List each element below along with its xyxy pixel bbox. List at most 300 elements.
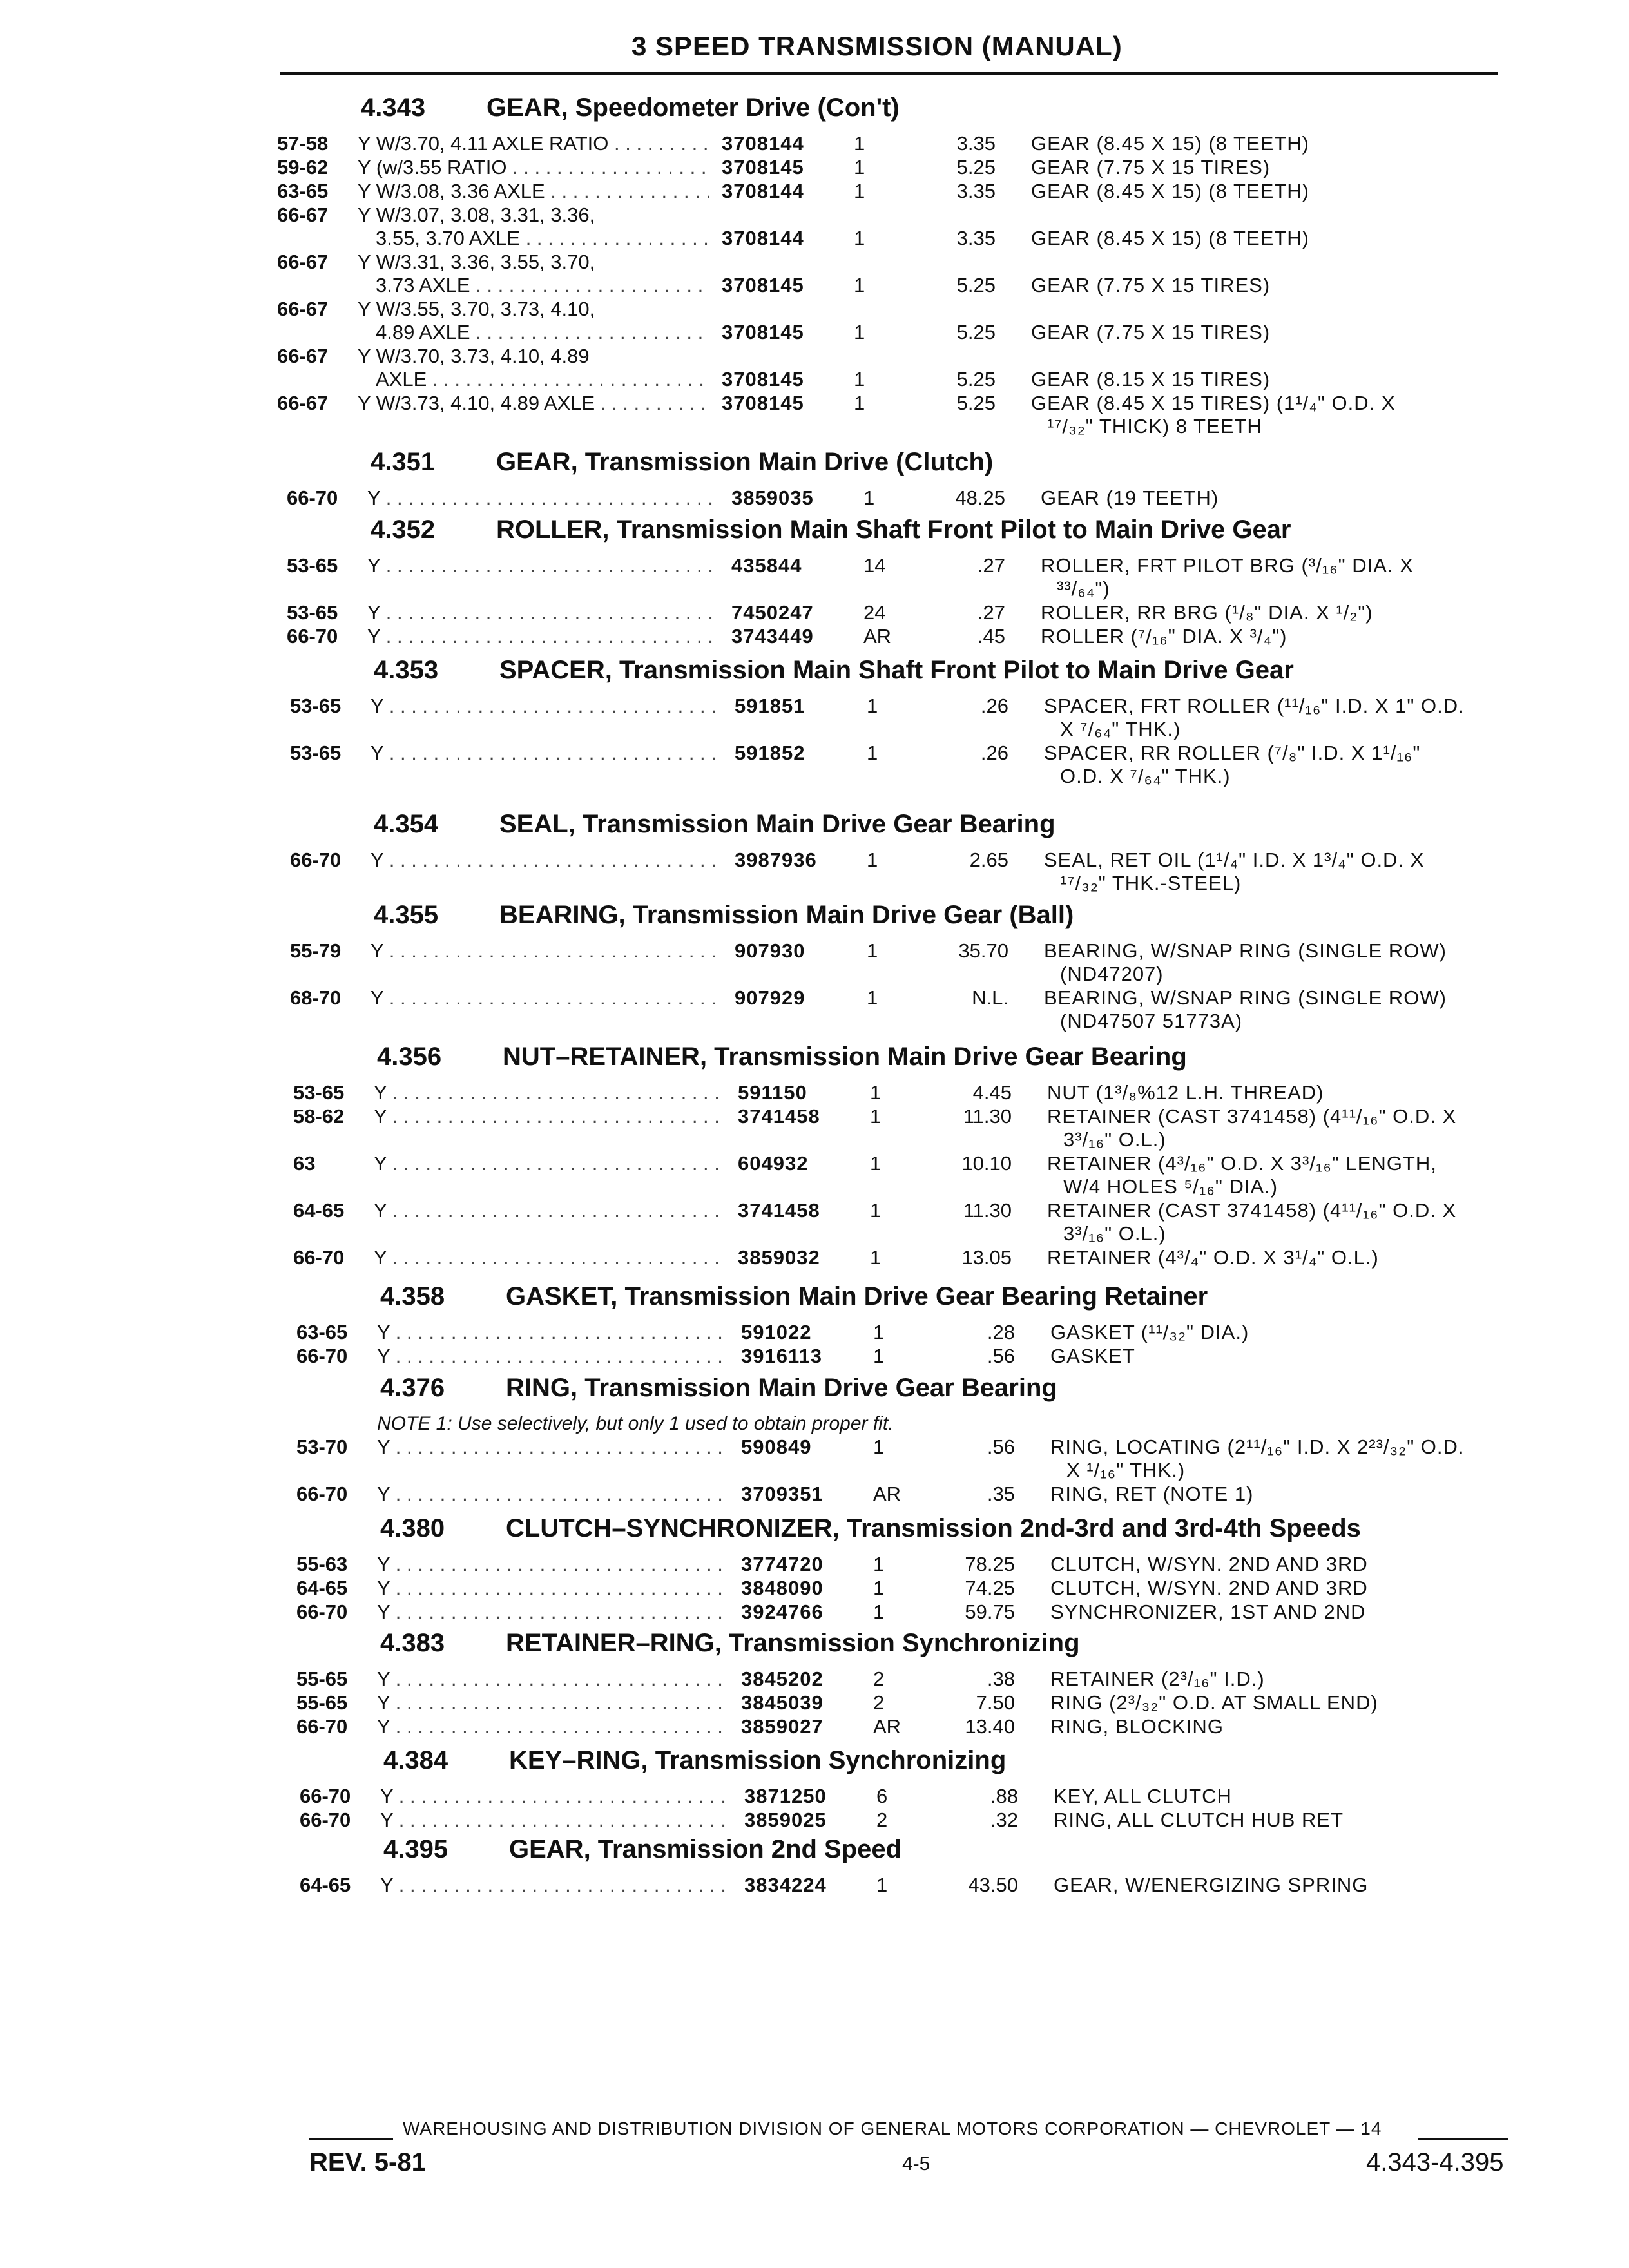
part-remark bbox=[1050, 1667, 1514, 1691]
description-line: Y . . . bbox=[367, 601, 718, 624]
quantity: 1 bbox=[854, 132, 865, 155]
part-number: 7450247 bbox=[731, 601, 814, 624]
quantity: 1 bbox=[870, 1199, 882, 1222]
model-years: 57-58 bbox=[277, 132, 329, 155]
application-description bbox=[377, 1600, 728, 1624]
page-number: 4-5 bbox=[902, 2153, 930, 2175]
application-description bbox=[377, 1483, 728, 1506]
part-number: 3708145 bbox=[722, 156, 804, 178]
quantity: 1 bbox=[873, 1600, 885, 1623]
section-heading bbox=[383, 1746, 1006, 1775]
part-number: 3708144 bbox=[722, 227, 804, 249]
remark-line: NUT (1³/₈%12 L.H. THREAD) bbox=[1047, 1081, 1324, 1104]
remark-line: RETAINER (2³/₁₆" I.D.) bbox=[1050, 1667, 1265, 1690]
part-remark bbox=[1050, 1553, 1514, 1576]
part-remark bbox=[1047, 1152, 1511, 1198]
description-line: Y W/3.55, 3.70, 3.73, 4.10, bbox=[358, 298, 595, 320]
quantity: 1 bbox=[873, 1577, 885, 1599]
parts-rows bbox=[290, 695, 1579, 789]
part-number: 907930 bbox=[735, 939, 805, 962]
application-description bbox=[367, 625, 718, 648]
part-number: 3834224 bbox=[744, 1874, 827, 1896]
description-line: Y W/3.07, 3.08, 3.31, 3.36, bbox=[358, 204, 595, 226]
quantity: 1 bbox=[870, 1246, 882, 1269]
parts-rows bbox=[300, 1785, 1588, 1832]
description-line: Y . . . bbox=[377, 1483, 728, 1506]
part-number: 3859027 bbox=[741, 1715, 824, 1738]
parts-rows bbox=[287, 554, 1576, 649]
model-years: 68-70 bbox=[290, 986, 342, 1009]
section-number: 4.395 bbox=[383, 1835, 448, 1863]
part-row bbox=[296, 1715, 1585, 1739]
description-line: Y . . . bbox=[377, 1667, 728, 1691]
list-price: 5.25 bbox=[956, 156, 996, 178]
list-price: 78.25 bbox=[965, 1553, 1015, 1575]
model-years: 66-67 bbox=[277, 392, 329, 414]
part-number: 604932 bbox=[738, 1152, 809, 1175]
part-remark bbox=[1031, 132, 1495, 155]
remark-line: GEAR (8.15 X 15 TIRES) bbox=[1031, 368, 1271, 390]
title-rule bbox=[280, 72, 1498, 75]
quantity: AR bbox=[863, 625, 892, 648]
model-years: 53-65 bbox=[290, 742, 342, 764]
remark-line: (ND47207) bbox=[1060, 963, 1164, 985]
part-number: 3859032 bbox=[738, 1246, 820, 1269]
remark-line: KEY, ALL CLUTCH bbox=[1054, 1785, 1232, 1807]
parts-rows bbox=[296, 1412, 1585, 1506]
part-number: 3774720 bbox=[741, 1553, 824, 1575]
description-line: Y . . . bbox=[377, 1577, 728, 1600]
remark-line: GEAR (8.45 X 15) (8 TEETH) bbox=[1031, 132, 1309, 155]
remark-line: GEAR (8.45 X 15 TIRES) (1¹/₄" O.D. X bbox=[1031, 392, 1396, 414]
part-remark bbox=[1050, 1600, 1514, 1624]
application-description bbox=[377, 1577, 728, 1600]
part-number: 3708145 bbox=[722, 392, 804, 414]
description-line: Y . . . bbox=[377, 1691, 728, 1715]
description-line: Y W/3.70, 4.11 AXLE RATIO . . . bbox=[358, 132, 709, 155]
section-number: 4.355 bbox=[374, 901, 439, 929]
model-years: 66-70 bbox=[296, 1715, 348, 1738]
part-number: 3708144 bbox=[722, 132, 804, 155]
part-number: 3743449 bbox=[731, 625, 814, 648]
section-heading bbox=[374, 810, 1055, 839]
section-title: GEAR, Transmission Main Drive (Clutch) bbox=[496, 448, 994, 476]
part-remark bbox=[1047, 1246, 1511, 1269]
part-number: 3708144 bbox=[722, 180, 804, 202]
part-number: 3845202 bbox=[741, 1667, 824, 1690]
application-description bbox=[371, 849, 722, 872]
description-line: AXLE . . . bbox=[358, 368, 709, 391]
description-line: Y . . . bbox=[367, 554, 718, 577]
quantity: 6 bbox=[876, 1785, 888, 1807]
model-years: 66-70 bbox=[293, 1246, 345, 1269]
description-line: Y . . . bbox=[374, 1152, 725, 1175]
description-line: Y . . . bbox=[367, 486, 718, 510]
quantity: 24 bbox=[863, 601, 886, 624]
quantity: 14 bbox=[863, 554, 886, 577]
part-number: 3708145 bbox=[722, 368, 804, 390]
description-line: Y W/3.73, 4.10, 4.89 AXLE . . . bbox=[358, 392, 709, 415]
section-heading bbox=[361, 93, 900, 122]
description-line: Y . . . bbox=[374, 1199, 725, 1222]
model-years: 66-67 bbox=[277, 298, 329, 320]
section-title: RING, Transmission Main Drive Gear Bearing bbox=[506, 1374, 1057, 1402]
remark-line: 3³/₁₆" O.L.) bbox=[1063, 1128, 1166, 1151]
part-row bbox=[296, 1691, 1585, 1715]
description-line: Y . . . bbox=[377, 1345, 728, 1368]
part-row bbox=[290, 849, 1579, 896]
application-description bbox=[374, 1152, 725, 1175]
part-remark bbox=[1054, 1809, 1518, 1832]
model-years: 58-62 bbox=[293, 1105, 345, 1128]
list-price: .56 bbox=[987, 1345, 1015, 1367]
model-years: 66-70 bbox=[290, 849, 342, 871]
model-years: 55-65 bbox=[296, 1691, 348, 1714]
quantity: 1 bbox=[873, 1345, 885, 1367]
quantity: AR bbox=[873, 1483, 901, 1505]
description-line: Y W/3.70, 3.73, 4.10, 4.89 bbox=[358, 345, 590, 367]
list-price: 43.50 bbox=[968, 1874, 1018, 1896]
part-row bbox=[277, 204, 1566, 251]
part-row bbox=[296, 1321, 1585, 1345]
part-remark bbox=[1031, 156, 1495, 179]
list-price: 59.75 bbox=[965, 1600, 1015, 1623]
description-line: Y W/3.31, 3.36, 3.55, 3.70, bbox=[358, 251, 595, 273]
model-years: 64-65 bbox=[300, 1874, 351, 1896]
application-description bbox=[380, 1785, 731, 1808]
model-years: 55-63 bbox=[296, 1553, 348, 1575]
part-row bbox=[287, 601, 1576, 625]
part-remark bbox=[1041, 486, 1505, 510]
part-remark bbox=[1050, 1691, 1514, 1715]
model-years: 64-65 bbox=[296, 1577, 348, 1599]
parts-rows bbox=[296, 1321, 1585, 1369]
application-description bbox=[377, 1553, 728, 1576]
description-line: Y . . . bbox=[374, 1105, 725, 1128]
part-remark bbox=[1031, 227, 1495, 250]
list-price: .45 bbox=[977, 625, 1005, 648]
remark-line: SYNCHRONIZER, 1ST AND 2ND bbox=[1050, 1600, 1366, 1623]
quantity: 2 bbox=[876, 1809, 888, 1831]
model-years: 64-65 bbox=[293, 1199, 345, 1222]
part-row bbox=[300, 1809, 1588, 1832]
remark-line: GASKET (¹¹/₃₂" DIA.) bbox=[1050, 1321, 1249, 1343]
remark-line: RETAINER (4³/₄" O.D. X 3¹/₄" O.L.) bbox=[1047, 1246, 1379, 1269]
remark-line: (ND47507 51773A) bbox=[1060, 1010, 1243, 1032]
application-description bbox=[371, 939, 722, 963]
part-number: 591150 bbox=[738, 1081, 807, 1104]
description-line: Y . . . bbox=[380, 1809, 731, 1832]
section-number: 4.356 bbox=[377, 1043, 442, 1071]
part-remark bbox=[1050, 1483, 1514, 1506]
remark-line: GEAR (8.45 X 15) (8 TEETH) bbox=[1031, 227, 1309, 249]
part-number: 3871250 bbox=[744, 1785, 827, 1807]
description-line: Y . . . bbox=[377, 1436, 728, 1459]
section-title: GASKET, Transmission Main Drive Gear Bearing Retainer bbox=[506, 1282, 1208, 1311]
remark-line: ROLLER, FRT PILOT BRG (³/₁₆" DIA. X bbox=[1041, 554, 1414, 577]
application-description bbox=[374, 1199, 725, 1222]
model-years: 63-65 bbox=[296, 1321, 348, 1343]
revision-label: REV. 5-81 bbox=[309, 2148, 426, 2177]
quantity: 2 bbox=[873, 1667, 885, 1690]
model-years: 53-65 bbox=[290, 695, 342, 717]
section-number: 4.358 bbox=[380, 1282, 445, 1311]
section-title: GEAR, Speedometer Drive (Con't) bbox=[487, 93, 900, 122]
remark-line: ROLLER, RR BRG (¹/₈" DIA. X ¹/₂") bbox=[1041, 601, 1373, 624]
description-line: Y . . . bbox=[371, 695, 722, 718]
application-description bbox=[380, 1874, 731, 1897]
quantity: 1 bbox=[867, 849, 878, 871]
application-description bbox=[358, 156, 709, 179]
section-number: 4.351 bbox=[371, 448, 436, 476]
list-price: 3.35 bbox=[956, 227, 996, 249]
remark-line: ¹⁷/₃₂" THICK) 8 TEETH bbox=[1047, 415, 1262, 437]
page-title: 3 SPEED TRANSMISSION (MANUAL) bbox=[631, 31, 1123, 61]
section-heading bbox=[374, 656, 1294, 685]
section-title: ROLLER, Transmission Main Shaft Front Pilot to Main Drive Gear bbox=[496, 515, 1291, 544]
list-price: .27 bbox=[977, 554, 1005, 577]
list-price: 3.35 bbox=[956, 180, 996, 202]
list-price: 3.35 bbox=[956, 132, 996, 155]
description-line: Y . . . bbox=[380, 1785, 731, 1808]
model-years: 53-65 bbox=[287, 601, 338, 624]
model-years: 66-67 bbox=[277, 251, 329, 273]
remark-line: X ¹/₁₆" THK.) bbox=[1066, 1459, 1186, 1481]
part-remark bbox=[1044, 742, 1508, 788]
remark-line: SPACER, RR ROLLER (⁷/₈" I.D. X 1¹/₁₆" bbox=[1044, 742, 1421, 764]
quantity: 1 bbox=[867, 742, 878, 764]
description-line: Y . . . bbox=[367, 625, 718, 648]
section-number: 4.354 bbox=[374, 810, 439, 838]
remark-line: RING, ALL CLUTCH HUB RET bbox=[1054, 1809, 1344, 1831]
application-description bbox=[358, 251, 709, 297]
application-description bbox=[374, 1105, 725, 1128]
remark-line: RING, LOCATING (2¹¹/₁₆" I.D. X 2²³/₃₂" O.D. bbox=[1050, 1436, 1465, 1458]
model-years: 66-70 bbox=[296, 1345, 348, 1367]
part-row bbox=[277, 251, 1566, 298]
part-remark bbox=[1031, 180, 1495, 203]
model-years: 53-65 bbox=[293, 1081, 345, 1104]
parts-rows bbox=[296, 1553, 1585, 1624]
section-heading bbox=[380, 1374, 1057, 1403]
remark-line: BEARING, W/SNAP RING (SINGLE ROW) bbox=[1044, 939, 1447, 962]
part-number: 3741458 bbox=[738, 1199, 820, 1222]
list-price: 13.40 bbox=[965, 1715, 1015, 1738]
remark-line: W/4 HOLES ⁵/₁₆" DIA.) bbox=[1063, 1175, 1278, 1198]
footer-rule-right bbox=[1418, 2138, 1508, 2140]
model-years: 53-65 bbox=[287, 554, 338, 577]
section-heading bbox=[380, 1629, 1080, 1658]
list-price: .38 bbox=[987, 1667, 1015, 1690]
part-row bbox=[296, 1483, 1585, 1506]
part-remark bbox=[1047, 1199, 1511, 1245]
application-description bbox=[377, 1691, 728, 1715]
part-remark bbox=[1050, 1577, 1514, 1600]
quantity: 1 bbox=[870, 1081, 882, 1104]
application-description bbox=[377, 1667, 728, 1691]
part-remark bbox=[1041, 554, 1505, 601]
application-description bbox=[358, 204, 709, 250]
list-price: .26 bbox=[980, 742, 1008, 764]
part-row bbox=[293, 1105, 1582, 1152]
section-number: 4.376 bbox=[380, 1374, 445, 1402]
application-description bbox=[377, 1321, 728, 1344]
remark-line: 3³/₁₆" O.L.) bbox=[1063, 1222, 1166, 1245]
section-title: GEAR, Transmission 2nd Speed bbox=[509, 1835, 902, 1863]
remark-line: RETAINER (CAST 3741458) (4¹¹/₁₆" O.D. X bbox=[1047, 1199, 1457, 1222]
quantity: 1 bbox=[854, 368, 865, 390]
part-number: 3859035 bbox=[731, 486, 814, 509]
section-heading bbox=[374, 901, 1074, 930]
part-row bbox=[287, 486, 1576, 510]
section-heading bbox=[383, 1835, 901, 1864]
remark-line: RETAINER (CAST 3741458) (4¹¹/₁₆" O.D. X bbox=[1047, 1105, 1457, 1128]
list-price: 5.25 bbox=[956, 368, 996, 390]
remark-line: ROLLER (⁷/₁₆" DIA. X ³/₄") bbox=[1041, 625, 1287, 648]
remark-line: ¹⁷/₃₂" THK.-STEEL) bbox=[1060, 872, 1242, 894]
part-row bbox=[296, 1667, 1585, 1691]
application-description bbox=[358, 298, 709, 344]
description-line: 3.73 AXLE . . . bbox=[358, 274, 709, 297]
remark-line: GEAR (19 TEETH) bbox=[1041, 486, 1219, 509]
part-number: 591022 bbox=[741, 1321, 812, 1343]
quantity: 1 bbox=[854, 156, 865, 178]
quantity: 1 bbox=[867, 986, 878, 1009]
quantity: 1 bbox=[854, 180, 865, 202]
application-description bbox=[358, 392, 709, 415]
description-line: Y . . . bbox=[377, 1600, 728, 1624]
description-line: Y . . . bbox=[377, 1715, 728, 1738]
part-number: 3859025 bbox=[744, 1809, 827, 1831]
parts-rows bbox=[300, 1874, 1588, 1898]
part-number: 3741458 bbox=[738, 1105, 820, 1128]
section-number: 4.353 bbox=[374, 656, 439, 684]
part-remark bbox=[1047, 1081, 1511, 1104]
list-price: 11.30 bbox=[963, 1105, 1012, 1128]
section-heading bbox=[380, 1282, 1208, 1311]
section-title: SPACER, Transmission Main Shaft Front Pilot to Main Drive Gear bbox=[499, 656, 1294, 684]
model-years: 66-70 bbox=[300, 1809, 351, 1831]
section-title: NUT–RETAINER, Transmission Main Drive Gear Bearing bbox=[503, 1043, 1187, 1071]
part-number: 3709351 bbox=[741, 1483, 824, 1505]
part-row bbox=[296, 1577, 1585, 1600]
quantity: 1 bbox=[867, 695, 878, 717]
remark-line: RETAINER (4³/₁₆" O.D. X 3³/₁₆" LENGTH, bbox=[1047, 1152, 1437, 1175]
part-number: 590849 bbox=[741, 1436, 812, 1458]
quantity: 1 bbox=[863, 486, 875, 509]
parts-rows bbox=[277, 132, 1566, 439]
application-description bbox=[377, 1715, 728, 1738]
part-remark bbox=[1044, 695, 1508, 741]
quantity: 1 bbox=[854, 274, 865, 296]
part-row bbox=[277, 345, 1566, 392]
part-row bbox=[287, 554, 1576, 601]
part-remark bbox=[1044, 939, 1508, 986]
parts-rows bbox=[290, 849, 1579, 896]
model-years: 66-70 bbox=[287, 625, 338, 648]
remark-line: ³³/₆₄") bbox=[1057, 577, 1110, 600]
part-row bbox=[277, 392, 1566, 439]
model-years: 59-62 bbox=[277, 156, 329, 178]
remark-line: GEAR, W/ENERGIZING SPRING bbox=[1054, 1874, 1369, 1896]
part-row bbox=[293, 1199, 1582, 1246]
model-years: 66-70 bbox=[296, 1600, 348, 1623]
list-price: 7.50 bbox=[976, 1691, 1015, 1714]
application-description bbox=[374, 1081, 725, 1104]
application-description bbox=[358, 345, 709, 391]
part-row bbox=[300, 1874, 1588, 1898]
part-row bbox=[277, 298, 1566, 345]
quantity: 1 bbox=[854, 227, 865, 249]
footer-division: WAREHOUSING AND DISTRIBUTION DIVISION OF GENERAL MOTORS CORPORATION — CHEVROLET — 14 bbox=[403, 2119, 1382, 2138]
list-price: N.L. bbox=[972, 986, 1008, 1009]
part-remark bbox=[1031, 274, 1495, 297]
list-price: .32 bbox=[990, 1809, 1018, 1831]
part-row bbox=[296, 1553, 1585, 1577]
part-row bbox=[296, 1345, 1585, 1369]
part-remark bbox=[1041, 625, 1505, 648]
section-range: 4.343-4.395 bbox=[1366, 2148, 1504, 2177]
part-remark bbox=[1050, 1321, 1514, 1344]
description-line: Y . . . bbox=[377, 1553, 728, 1576]
application-description bbox=[371, 986, 722, 1010]
model-years: 66-70 bbox=[300, 1785, 351, 1807]
section-number: 4.380 bbox=[380, 1514, 445, 1542]
model-years: 66-70 bbox=[287, 486, 338, 509]
part-number: 907929 bbox=[735, 986, 805, 1009]
list-price: 5.25 bbox=[956, 274, 996, 296]
remark-line: O.D. X ⁷/₆₄" THK.) bbox=[1060, 765, 1231, 787]
application-description bbox=[377, 1436, 728, 1459]
part-remark bbox=[1054, 1785, 1518, 1808]
model-years: 63-65 bbox=[277, 180, 329, 202]
quantity: AR bbox=[873, 1715, 901, 1738]
part-row bbox=[277, 132, 1566, 156]
description-line: Y . . . bbox=[374, 1246, 725, 1269]
part-row bbox=[290, 939, 1579, 986]
remark-line: CLUTCH, W/SYN. 2ND AND 3RD bbox=[1050, 1553, 1368, 1575]
section-number: 4.384 bbox=[383, 1746, 448, 1774]
parts-rows bbox=[296, 1667, 1585, 1739]
part-row bbox=[290, 742, 1579, 789]
part-row bbox=[296, 1600, 1585, 1624]
section-title: BEARING, Transmission Main Drive Gear (Ball) bbox=[499, 901, 1074, 929]
application-description bbox=[374, 1246, 725, 1269]
part-row bbox=[293, 1152, 1582, 1199]
list-price: 5.25 bbox=[956, 392, 996, 414]
model-years: 66-67 bbox=[277, 345, 329, 367]
list-price: 74.25 bbox=[965, 1577, 1015, 1599]
application-description bbox=[367, 601, 718, 624]
remark-line: SEAL, RET OIL (1¹/₄" I.D. X 1³/₄" O.D. X bbox=[1044, 849, 1425, 871]
application-description bbox=[367, 486, 718, 510]
remark-line: RING, BLOCKING bbox=[1050, 1715, 1224, 1738]
list-price: .26 bbox=[980, 695, 1008, 717]
part-remark bbox=[1050, 1715, 1514, 1738]
part-remark bbox=[1050, 1345, 1514, 1368]
part-number: 3987936 bbox=[735, 849, 817, 871]
application-description bbox=[358, 132, 709, 155]
quantity: 1 bbox=[854, 321, 865, 343]
section-heading bbox=[380, 1514, 1361, 1543]
part-number: 3924766 bbox=[741, 1600, 824, 1623]
section-number: 4.352 bbox=[371, 515, 436, 544]
part-number: 3708145 bbox=[722, 321, 804, 343]
part-row bbox=[290, 695, 1579, 742]
quantity: 1 bbox=[876, 1874, 888, 1896]
description-line: Y . . . bbox=[371, 742, 722, 765]
quantity: 1 bbox=[870, 1152, 882, 1175]
